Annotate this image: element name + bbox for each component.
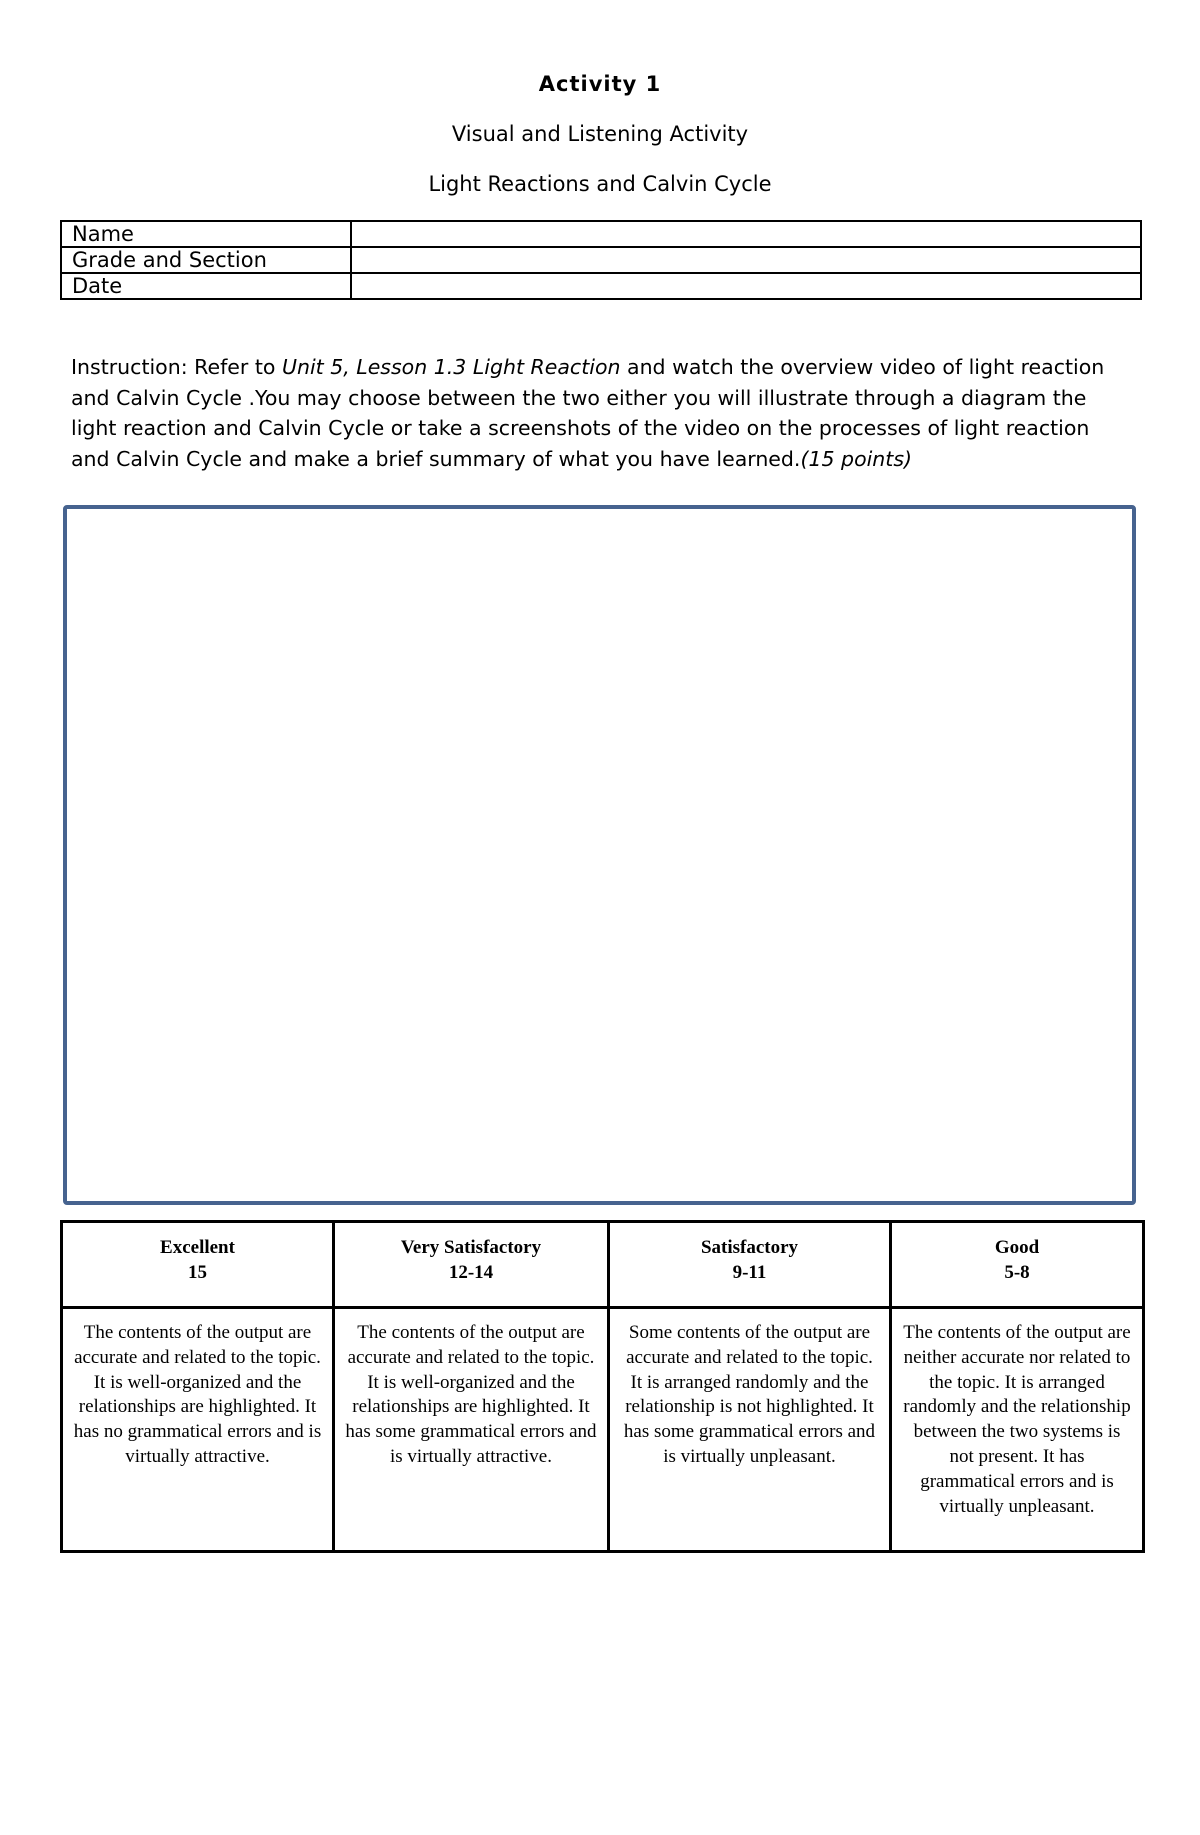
rubric-level-score: 15	[188, 1262, 207, 1283]
grade-section-field[interactable]	[351, 247, 1141, 273]
name-label: Name	[61, 221, 351, 247]
instruction-reference: Unit 5, Lesson 1.3 Light Reaction	[281, 355, 621, 379]
rubric-header-row	[62, 1222, 1144, 1308]
activity-title: Activity 1	[538, 72, 662, 96]
rubric-level-name: Good	[994, 1237, 1040, 1258]
rubric-description-good: The contents of the output are neither accurate nor related to the topic. It is arranged randomly and the relationship between the two systems is not present. It has grammatical errors and is virtually unpleasant.	[891, 1308, 1144, 1552]
instruction-body: and watch the overview video of light reaction and Calvin Cycle .You may choose between the two either you will illustrate through a diagram the light reaction and Calvin Cycle or take a screenshots of the video on the processes of light reaction and Calvin Cycle and make a brief summary of what you have learned.	[71, 355, 1105, 471]
rubric-description-excellent: The contents of the output are accurate and related to the topic. It is well-organized and the relationships are highlighted. It has no grammatical errors and is virtually attractive.	[62, 1308, 334, 1552]
rubric-level-score: 9-11	[732, 1262, 767, 1283]
rubric-level-satisfactory	[609, 1222, 891, 1308]
activity-subtitle: Visual and Listening Activity	[451, 122, 749, 146]
name-field[interactable]	[351, 221, 1141, 247]
answer-box[interactable]	[63, 505, 1136, 1205]
instruction-prefix: Instruction: Refer to	[71, 355, 282, 379]
info-row-date	[61, 273, 1141, 299]
info-row-grade	[61, 247, 1141, 273]
rubric-level-good	[891, 1222, 1144, 1308]
rubric-level-name: Very Satisfactory	[400, 1237, 542, 1258]
date-label: Date	[61, 273, 351, 299]
rubric-level-score: 12-14	[448, 1262, 494, 1283]
rubric-level-very-satisfactory	[334, 1222, 609, 1308]
rubric-table	[60, 1220, 1145, 1553]
instruction-points: (15 points)	[800, 446, 913, 471]
rubric-description-very-satisfactory: The contents of the output are accurate and related to the topic. It is well-organized and the relationships are highlighted. It has some grammatical errors and is virtually attractive.	[334, 1308, 609, 1552]
info-row-name	[61, 221, 1141, 247]
student-info-table	[60, 220, 1142, 300]
instruction-text	[71, 352, 1131, 474]
rubric-level-name: Satisfactory	[700, 1237, 799, 1258]
rubric-description-satisfactory: Some contents of the output are accurate and related to the topic. It is arranged randomly and the relationship is not highlighted. It has some grammatical errors and is virtually unpleasant.	[609, 1308, 891, 1552]
date-field[interactable]	[351, 273, 1141, 299]
rubric-level-score: 5-8	[1004, 1262, 1030, 1283]
rubric-description-row	[62, 1308, 1144, 1552]
activity-topic: Light Reactions and Calvin Cycle	[428, 172, 772, 196]
rubric-level-name: Excellent	[160, 1237, 235, 1258]
rubric-level-excellent	[62, 1222, 334, 1308]
grade-section-label: Grade and Section	[61, 247, 351, 273]
